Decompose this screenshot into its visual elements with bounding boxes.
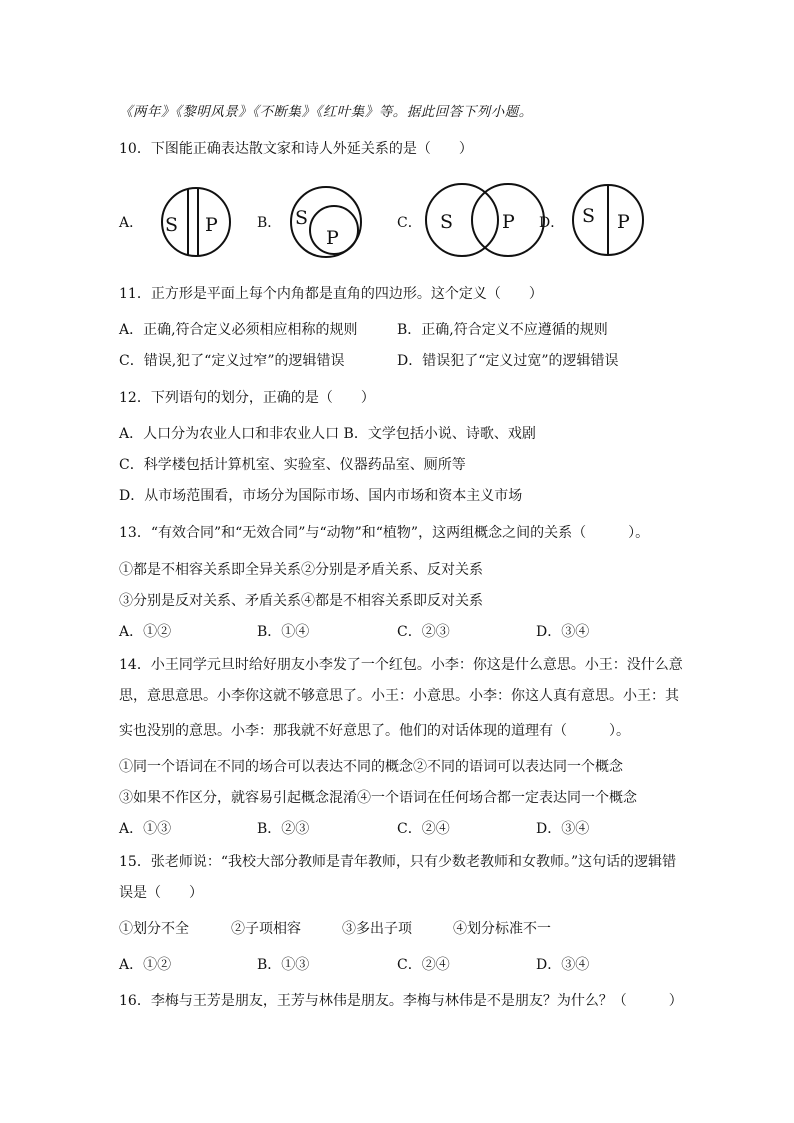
q13-item-line-2: ③分别是反对关系、矛盾关系④都是不相容关系即反对关系 [119, 593, 483, 609]
question-12-stem: 12．下列语句的划分，正确的是（ ） [119, 390, 375, 406]
q15-choice-a: A．①② [119, 957, 172, 973]
question-10-stem: 10．下图能正确表达散文家和诗人外延关系的是（ ） [119, 141, 473, 157]
q13-choice-c: C．②③ [397, 624, 450, 640]
q14-choice-b: B．②③ [257, 821, 310, 837]
q14-choice-a: A．①③ [119, 821, 172, 837]
q12-option-d: D．从市场范围看，市场分为国际市场、国内市场和资本主义市场 [119, 488, 523, 504]
q10-a-s: S [165, 214, 179, 236]
q15-item-3: ③多出子项 [342, 921, 412, 937]
question-16-stem: 16．李梅与王芳是朋友，王芳与林伟是朋友。李梅与林伟是不是朋友？为什么？（ ） [119, 993, 683, 1009]
question-15-stem-line-1: 15．张老师说：“我校大部分教师是青年教师，只有少数老教师和女教师。”这句话的逻辑错 [119, 854, 677, 870]
q14-choice-d: D．③④ [536, 821, 590, 837]
intro-text: 《两年》《黎明风景》《不断集》《红叶集》等。据此回答下列小题。 [119, 104, 533, 120]
q13-choice-d: D．③④ [536, 624, 590, 640]
q10-diagram-b [289, 184, 365, 260]
q10-a-p: P [205, 214, 218, 236]
q12-option-ab: A．人口分为农业人口和非农业人口 B．文学包括小说、诗歌、戏剧 [119, 426, 536, 442]
question-14-stem-line-1: 14．小王同学元旦时给好朋友小李发了一个红包。小李：你这是什么意思。小王：没什么意 [119, 657, 683, 673]
question-11-stem: 11．正方形是平面上每个内角都是直角的四边形。这个定义（ ） [119, 286, 543, 302]
q10-b-s: S [295, 207, 309, 229]
question-14-stem-line-3: 实也没别的意思。小李：那我就不好意思了。他们的对话体现的道理有（ ）。 [119, 723, 630, 739]
q14-item-line-2: ③如果不作区分，就容易引起概念混淆④一个语词在任何场合都一定表达同一个概念 [119, 790, 637, 806]
q15-choice-c: C．②④ [397, 957, 450, 973]
q15-item-1: ①划分不全 [119, 921, 189, 937]
q10-option-a-label: A． [119, 215, 144, 231]
q15-item-4: ④划分标准不一 [453, 921, 551, 937]
q14-item-line-1: ①同一个语词在不同的场合可以表达不同的概念②不同的语词可以表达同一个概念 [119, 759, 623, 775]
q15-choice-b: B．①③ [257, 957, 310, 973]
q10-option-b-label: B． [257, 215, 282, 231]
question-14-stem-line-2: 思，意思意思。小李你这就不够意思了。小王：小意思。小李：你这人真有意思。小王：其 [119, 688, 679, 704]
q10-option-d-label: D． [539, 215, 565, 231]
q11-option-d: D．错误犯了“定义过宽”的逻辑错误 [397, 353, 619, 369]
q13-choice-b: B．①④ [257, 624, 310, 640]
q13-choice-a: A．①② [119, 624, 172, 640]
q14-choice-c: C．②④ [397, 821, 450, 837]
q10-diagram-d [570, 182, 648, 258]
q10-diagram-c [422, 182, 548, 258]
q15-choice-d: D．③④ [536, 957, 590, 973]
q10-d-p: P [617, 211, 630, 233]
q15-item-2: ②子项相容 [231, 921, 301, 937]
q12-option-c: C．科学楼包括计算机室、实验室、仪器药品室、厕所等 [119, 457, 466, 473]
q13-item-line-1: ①都是不相容关系即全异关系②分别是矛盾关系、反对关系 [119, 562, 483, 578]
question-15-stem-line-2: 误是（ ） [119, 885, 203, 901]
q11-option-c: C．错误,犯了“定义过窄”的逻辑错误 [119, 353, 345, 369]
q10-diagram-a [158, 186, 236, 258]
q10-d-s: S [582, 205, 596, 227]
q10-b-p: P [326, 227, 339, 249]
q11-option-a: A．正确,符合定义必须相应相称的规则 [119, 322, 358, 338]
q11-option-b: B．正确,符合定义不应遵循的规则 [397, 322, 608, 338]
q10-option-c-label: C． [397, 215, 422, 231]
q10-c-p: P [502, 211, 515, 233]
q10-c-s: S [440, 211, 454, 233]
question-13-stem: 13．“有效合同”和“无效合同”与“动物”和“植物”，这两组概念之间的关系（ ）。 [119, 525, 650, 541]
